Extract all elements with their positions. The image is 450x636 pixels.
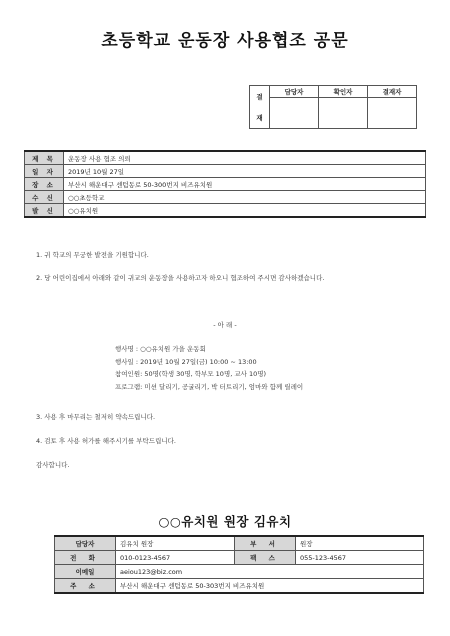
info-row: [25, 178, 426, 191]
info-value: ○○초등학교: [64, 191, 426, 204]
event-date: 행사일 : 2019년 10월 27일(금) 10:00 ~ 13:00: [115, 357, 257, 366]
info-value: 운동장 사용 협조 의뢰: [64, 151, 426, 165]
approval-sign-manager: [270, 98, 319, 129]
contact-value-department: 원장: [296, 536, 424, 551]
approval-box: [249, 85, 417, 129]
contact-label-phone: 전 화: [55, 551, 116, 565]
info-label: 일 자: [25, 165, 64, 178]
signer-name: ○○유치원 원장 김유치: [158, 514, 292, 529]
info-table: [24, 150, 426, 218]
info-row: [25, 165, 426, 178]
approval-header-checker: 확인자: [319, 86, 368, 98]
contact-label-fax: 팩 스: [235, 551, 296, 565]
event-participants: 참여인원: 50명(학생 30명, 학부모 10명, 교사 10명): [115, 370, 267, 378]
contact-value-fax: 055-123-4567: [296, 551, 424, 565]
info-label: 제 목: [25, 151, 64, 165]
info-label: 수 신: [25, 191, 64, 204]
info-value: ○○유치원: [64, 204, 426, 218]
approval-header-approver: 결재자: [368, 86, 417, 98]
info-label: 장 소: [25, 178, 64, 191]
approval-header-manager: 담당자: [270, 86, 319, 98]
event-program: 프로그램: 미션 달리기, 공굴리기, 박 터트리기, 엄마와 함께 릴레이: [115, 382, 304, 391]
contact-table: [54, 535, 424, 594]
notice-heading: - 아 래 -: [213, 321, 237, 329]
event-details: [115, 343, 303, 393]
paragraph-4: 4. 검토 후 사용 허가를 해주시기를 부탁드립니다.: [36, 437, 176, 445]
contact-row: [55, 536, 424, 551]
info-row: [25, 151, 426, 165]
approval-side-label: [250, 86, 270, 129]
contact-value-phone: 010-0123-4567: [116, 551, 235, 565]
info-value: 2019년 10월 27일: [64, 165, 426, 178]
paragraph-1: 1. 귀 학교의 무궁한 발전을 기원합니다.: [36, 251, 149, 259]
contact-label-person: 담당자: [55, 536, 116, 551]
contact-row: [55, 551, 424, 565]
contact-row: [55, 579, 424, 594]
document-title: 초등학교 운동장 사용협조 공문: [101, 31, 349, 51]
contact-label-email: 이메일: [55, 565, 116, 579]
contact-value-person: 김유치 원장: [116, 536, 235, 551]
paragraph-3: 3. 사용 후 마무리는 철저히 약속드립니다.: [36, 413, 156, 421]
contact-label-department: 부 서: [235, 536, 296, 551]
approval-sign-checker: [319, 98, 368, 129]
closing-text: 감사합니다.: [36, 461, 70, 469]
contact-label-address: 주 소: [55, 579, 116, 594]
info-label: 발 신: [25, 204, 64, 218]
approval-sign-approver: [368, 98, 417, 129]
approval-side-bottom: 재: [256, 114, 263, 122]
contact-value-address: 부산시 해운대구 센텀동로 50-303번지 비즈유치원: [116, 579, 424, 594]
event-name: 행사명 : ○○유치원 가을 운동회: [115, 345, 206, 353]
contact-row: [55, 565, 424, 579]
paragraph-2: 2. 당 어린이집에서 아래와 같이 귀교의 운동장을 사용하고자 하오니 협조하여 주시면 감사하겠습니다.: [36, 274, 325, 282]
info-value: 부산시 해운대구 센텀동로 50-300번지 비즈유치원: [64, 178, 426, 191]
info-row: [25, 204, 426, 218]
info-row: [25, 191, 426, 204]
contact-value-email: aeiou123@biz.com: [116, 565, 424, 579]
approval-side-top: 결: [256, 93, 263, 101]
